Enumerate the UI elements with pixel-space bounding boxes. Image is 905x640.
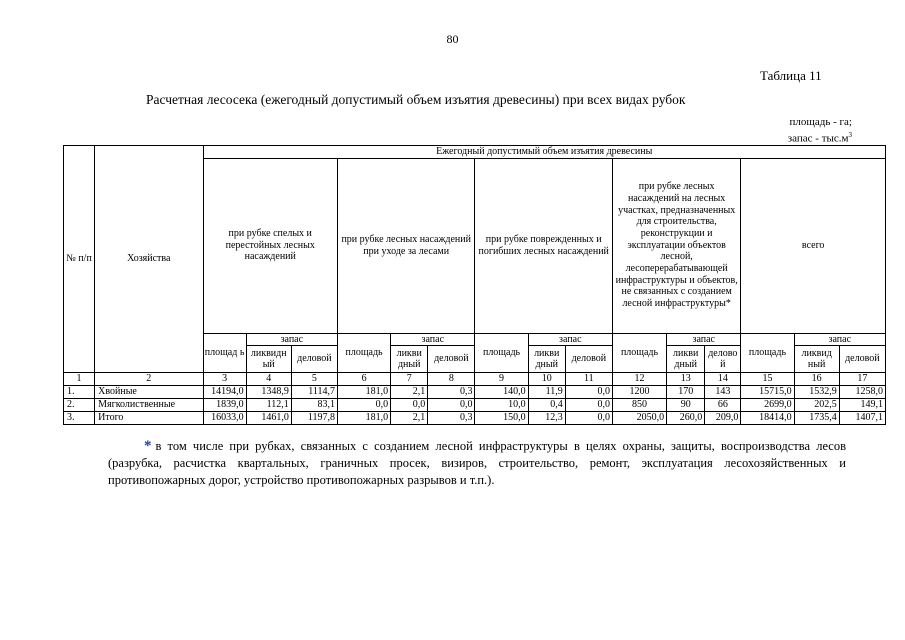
farm-name-cell: Мягколиственные (95, 398, 203, 411)
value-cell: 18414,0 (741, 411, 794, 424)
value-cell: 1114,7 (291, 385, 337, 398)
header-business-2: деловой (428, 346, 475, 373)
header-area-2: площадь (337, 333, 390, 373)
column-number-cell: 4 (246, 373, 291, 386)
value-cell: 260,0 (667, 411, 705, 424)
header-stock-4: запас (667, 333, 741, 346)
value-cell: 1532,9 (794, 385, 839, 398)
header-liquid-2: ликви дный (391, 346, 428, 373)
table-row (64, 398, 886, 411)
column-number-cell: 16 (794, 373, 839, 386)
table-label: Таблица 11 (760, 68, 822, 83)
value-cell: 0,4 (528, 398, 565, 411)
column-number-cell: 13 (667, 373, 705, 386)
value-cell: 0,0 (337, 398, 390, 411)
value-cell: 0,0 (428, 398, 475, 411)
value-cell: 149,1 (839, 398, 885, 411)
column-number-cell: 9 (475, 373, 528, 386)
value-cell: 0,3 (428, 411, 475, 424)
value-cell: 209,0 (705, 411, 741, 424)
value-cell: 1258,0 (839, 385, 885, 398)
header-cat-damaged: при рубке поврежденных и погибших лесных насаждений (475, 158, 612, 333)
header-cat-care: при рубке лесных насаждений при уходе за лесами (337, 158, 474, 333)
value-cell: 14194,0 (203, 385, 246, 398)
value-cell: 15715,0 (741, 385, 794, 398)
footnote-text: в том числе при рубках, связанных с созданием лесной инфраструктуры в целях охраны, защиты, воспроизводства лесов (разрубка, расчистка квартальных, граничных просек, визиров, строительство, ремонт, эксплуатация лесохозяйственных и противопожарных дорог, устройство противопожарных разрывов и т.п.). (108, 439, 846, 487)
table-title: Расчетная лесосека (ежегодный допустимый объем изъятия древесины) при всех видах рубок (146, 92, 686, 107)
table-row (64, 411, 886, 424)
header-area-1: площад ь (203, 333, 246, 373)
value-cell: 143 (705, 385, 741, 398)
value-cell: 0,3 (428, 385, 475, 398)
value-cell: 90 (667, 398, 705, 411)
header-area-5: площадь (741, 333, 794, 373)
header-num: № п/п (64, 146, 95, 373)
column-number-cell: 2 (95, 373, 203, 386)
value-cell: 1348,9 (246, 385, 291, 398)
header-business-3: деловой (565, 346, 612, 373)
column-number-cell: 7 (391, 373, 428, 386)
header-area-3: площадь (475, 333, 528, 373)
header-stock-1: запас (246, 333, 337, 346)
column-number-cell: 12 (612, 373, 666, 386)
value-cell: 1735,4 (794, 411, 839, 424)
units-stock (788, 129, 852, 146)
value-cell: 1197,8 (291, 411, 337, 424)
header-business-5: деловой (839, 346, 885, 373)
header-liquid-4: ликви дный (667, 346, 705, 373)
value-cell: 0,0 (565, 411, 612, 424)
header-stock-3: запас (528, 333, 612, 346)
column-number-cell: 15 (741, 373, 794, 386)
header-stock-5: запас (794, 333, 885, 346)
header-business-1: деловой (291, 346, 337, 373)
value-cell: 181,0 (337, 411, 390, 424)
header-cat-infrastructure: при рубке лесных насаждений на лесных участках, предназначенных для строительства, реконструкции и эксплуатации объектов лесной, лесоперерабатывающей инфраструктуры и объектов, не связанных с созданием лесной инфраструктуры* (612, 158, 740, 333)
value-cell: 181,0 (337, 385, 390, 398)
column-number-cell: 6 (337, 373, 390, 386)
page-number: 80 (446, 32, 459, 46)
column-number-cell: 3 (203, 373, 246, 386)
row-number-cell: 1. (64, 385, 95, 398)
value-cell: 1407,1 (839, 411, 885, 424)
farm-name-cell: Итого (95, 411, 203, 424)
value-cell: 202,5 (794, 398, 839, 411)
row-number-cell: 3. (64, 411, 95, 424)
value-cell: 2699,0 (741, 398, 794, 411)
header-cat-mature: при рубке спелых и перестойных лесных насаждений (203, 158, 337, 333)
units-note (788, 116, 852, 146)
header-liquid-3: ликви дный (528, 346, 565, 373)
value-cell: 2050,0 (612, 411, 666, 424)
column-number-cell: 17 (839, 373, 885, 386)
value-cell: 10,0 (475, 398, 528, 411)
column-number-cell: 8 (428, 373, 475, 386)
value-cell: 0,0 (391, 398, 428, 411)
lesoseka-table (63, 145, 886, 425)
units-stock-text: запас - тыс.м (787, 132, 849, 145)
table-row (64, 385, 886, 398)
value-cell: 1839,0 (203, 398, 246, 411)
value-cell: 16033,0 (203, 411, 246, 424)
header-farm: Хозяйства (95, 146, 203, 373)
value-cell: 2,1 (391, 411, 428, 424)
value-cell: 1461,0 (246, 411, 291, 424)
value-cell: 66 (705, 398, 741, 411)
units-stock-sup: 3 (848, 131, 852, 139)
header-business-4: делово й (705, 346, 741, 373)
units-area: площадь - га; (789, 116, 852, 128)
value-cell: 0,0 (565, 398, 612, 411)
farm-name-cell: Хвойные (95, 385, 203, 398)
value-cell: 112,1 (246, 398, 291, 411)
column-number-cell: 1 (64, 373, 95, 386)
row-number-cell: 2. (64, 398, 95, 411)
header-stock-2: запас (391, 333, 475, 346)
header-area-4: площадь (612, 333, 666, 373)
header-liquid-1: ликвидн ый (246, 346, 291, 373)
value-cell: 83,1 (291, 398, 337, 411)
value-cell: 11,9 (528, 385, 565, 398)
header-cat-total: всего (741, 158, 886, 333)
column-number-cell: 11 (565, 373, 612, 386)
value-cell: 170 (667, 385, 705, 398)
column-number-row (64, 373, 886, 386)
value-cell: 1200 (612, 385, 666, 398)
header-liquid-5: ликвид ный (794, 346, 839, 373)
value-cell: 0,0 (565, 385, 612, 398)
column-number-cell: 10 (528, 373, 565, 386)
value-cell: 150,0 (475, 411, 528, 424)
value-cell: 140,0 (475, 385, 528, 398)
value-cell: 2,1 (391, 385, 428, 398)
footnote-star: * (144, 438, 152, 454)
column-number-cell: 14 (705, 373, 741, 386)
column-number-cell: 5 (291, 373, 337, 386)
value-cell: 850 (612, 398, 666, 411)
value-cell: 12,3 (528, 411, 565, 424)
footnote (108, 438, 846, 489)
header-group: Ежегодный допустимый объем изъятия древесины (203, 146, 886, 159)
